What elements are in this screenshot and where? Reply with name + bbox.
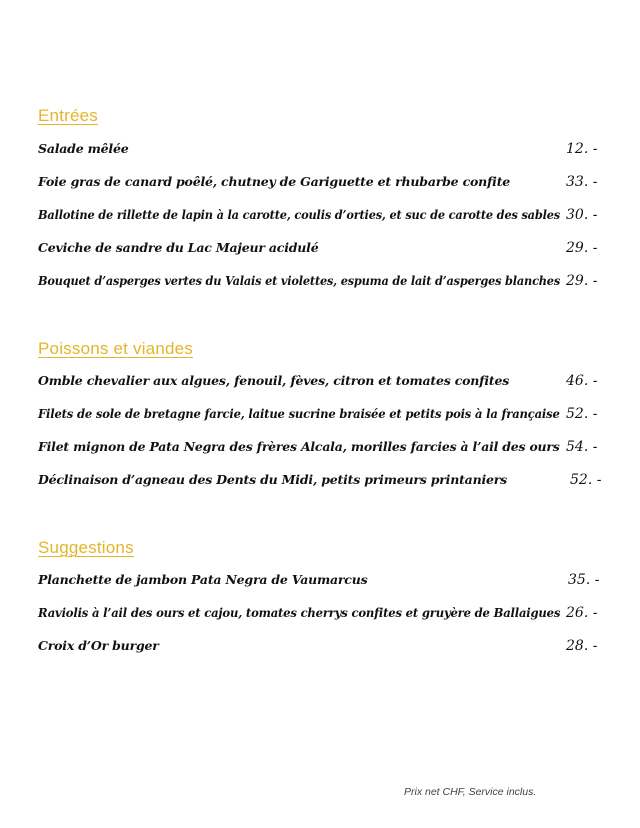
menu-item-name: Raviolis à l’ail des ours et cajou, tomates cherrys confites et gruyère de Ballaigues (38, 605, 561, 620)
menu-item-price: 52. - (570, 472, 602, 488)
menu-item (38, 373, 604, 395)
menu-item-name: Déclinaison d’agneau des Dents du Midi, petits primeurs printaniers (38, 472, 507, 487)
menu-item-price: 28. - (566, 638, 598, 654)
menu-item (38, 605, 604, 627)
menu-item-name: Planchette de jambon Pata Negra de Vaumarcus (38, 572, 368, 587)
menu-item-name: Ceviche de sandre du Lac Majeur acidulé (38, 240, 319, 255)
menu-item (38, 572, 604, 594)
menu-item (38, 273, 604, 295)
menu-item (38, 207, 604, 229)
menu-item-name: Croix d’Or burger (38, 638, 159, 653)
menu-item (38, 240, 604, 262)
section-title-poissons-viandes: Poissons et viandes (38, 339, 193, 358)
menu-item-price: 29. - (566, 273, 598, 289)
menu-item-price: 26. - (566, 605, 598, 621)
menu-item-name: Salade mêlée (38, 141, 129, 156)
menu-item-price: 46. - (566, 373, 598, 389)
menu-item-name: Foie gras de canard poêlé, chutney de Gariguette et rhubarbe confite (38, 174, 511, 189)
menu-item-price: 54. - (566, 439, 598, 455)
menu-item-price: 52. - (566, 406, 598, 422)
price-footnote: Prix net CHF, Service inclus. (404, 786, 537, 798)
menu-item (38, 141, 604, 163)
menu-item (38, 439, 604, 461)
menu-item-name: Ballotine de rillette de lapin à la carotte, coulis d’orties, et suc de carotte des sables (38, 207, 560, 222)
menu-item-name: Filets de sole de bretagne farcie, laitue sucrine braisée et petits pois à la française (38, 406, 560, 421)
menu-item-name: Filet mignon de Pata Negra des frères Alcala, morilles farcies à l’ail des ours (38, 439, 560, 454)
menu-item-price: 33. - (566, 174, 598, 190)
menu-item (38, 174, 604, 196)
section-title-entrees: Entrées (38, 106, 98, 125)
menu-item-name: Omble chevalier aux algues, fenouil, fèves, citron et tomates confites (38, 373, 510, 388)
menu-item (38, 638, 604, 660)
menu-item-price: 12. - (566, 141, 598, 157)
menu-item-price: 35. - (568, 572, 600, 588)
menu-item (38, 406, 604, 428)
menu-item (38, 472, 604, 494)
section-title-suggestions: Suggestions (38, 538, 134, 557)
menu-item-price: 29. - (566, 240, 598, 256)
menu-item-price: 30. - (566, 207, 598, 223)
menu-item-name: Bouquet d’asperges vertes du Valais et violettes, espuma de lait d’asperges blanches (38, 273, 561, 288)
